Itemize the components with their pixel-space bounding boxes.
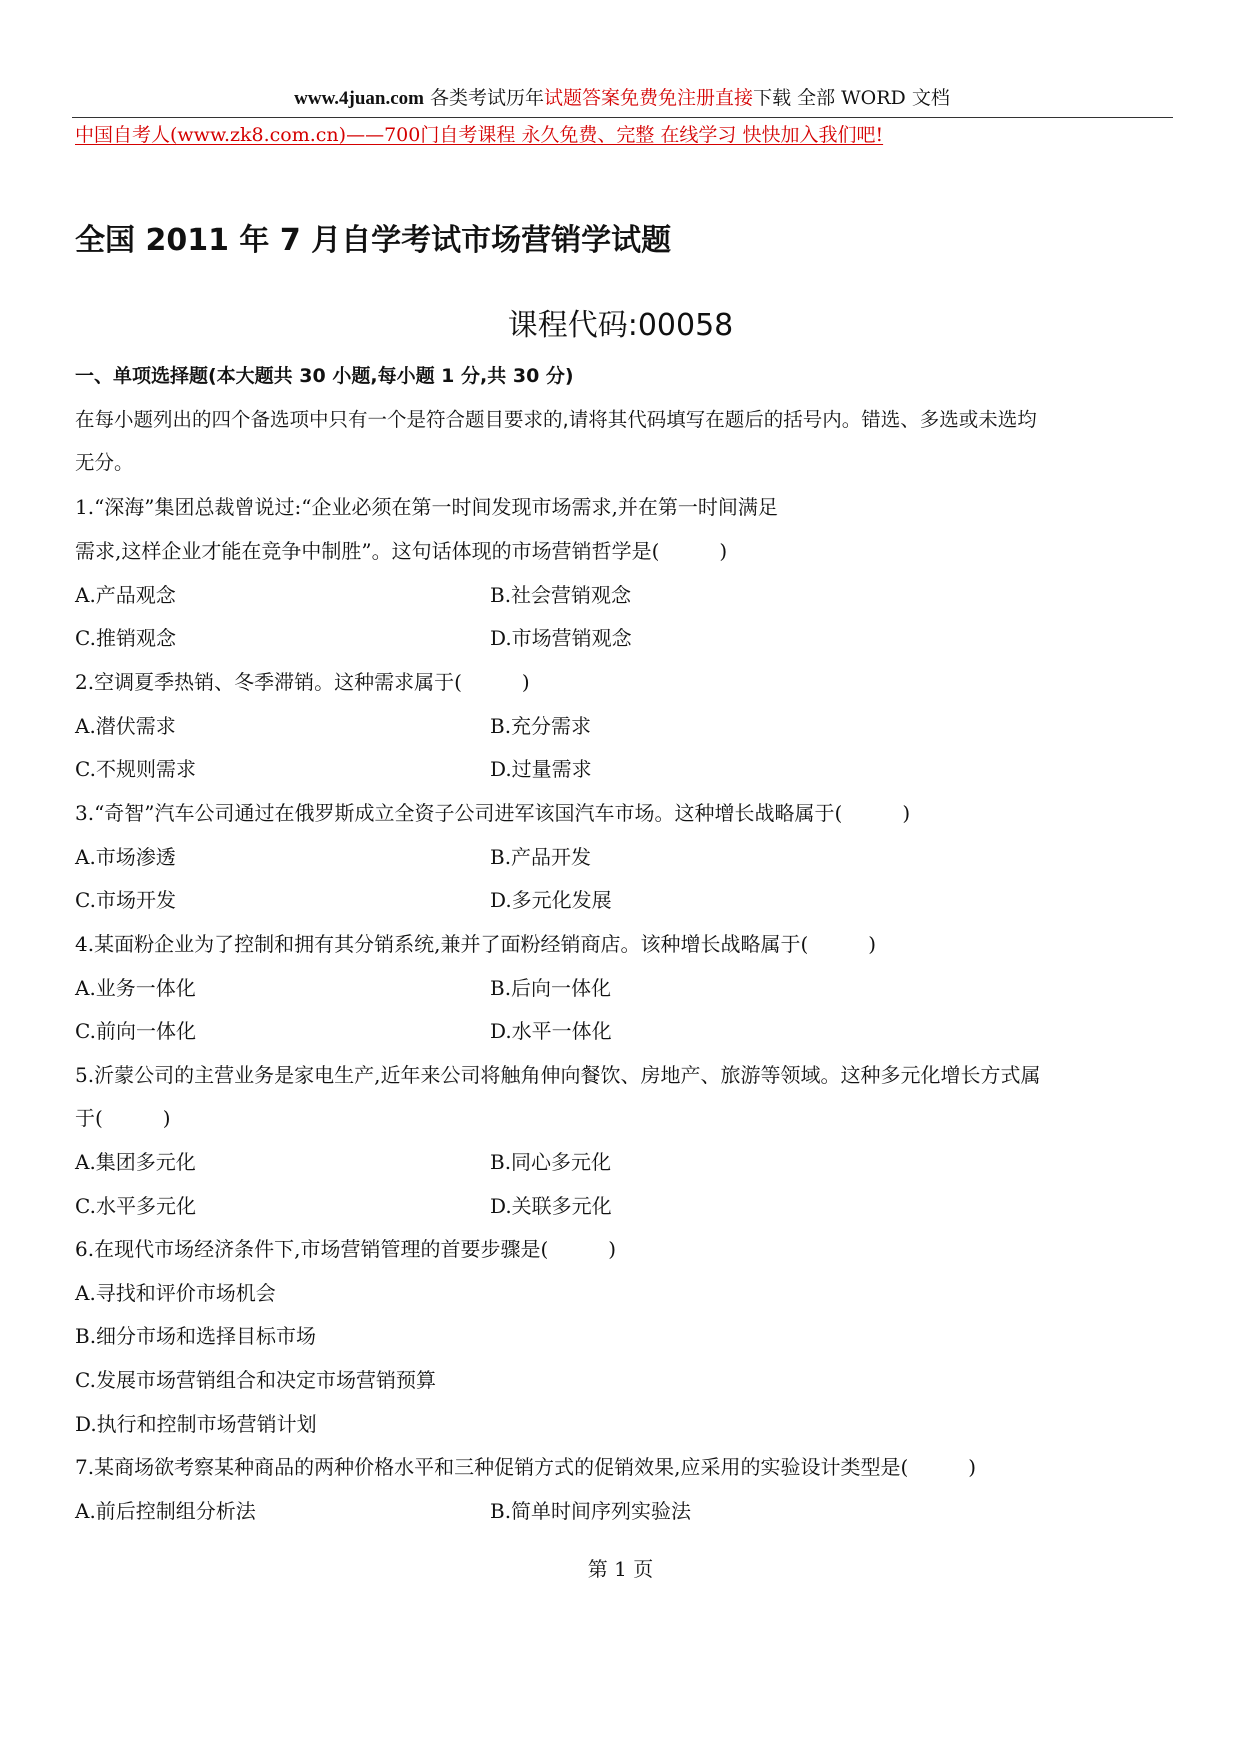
- header-text-red: 试题答案免费免注册直接: [544, 87, 754, 109]
- question-stem: 7.某商场欲考察某种商品的两种价格水平和三种促销方式的促销效果,应采用的实验设计类型是( ): [75, 1455, 977, 1479]
- question-stem: 4.某面粉企业为了控制和拥有其分销系统,兼并了面粉经销商店。该种增长战略属于( ): [75, 932, 877, 956]
- option-c: C.前向一体化: [75, 1019, 196, 1043]
- option-b: B.同心多元化: [490, 1150, 612, 1174]
- option-d: D.多元化发展: [490, 888, 612, 912]
- question-stem: 3.“奇智”汽车公司通过在俄罗斯成立全资子公司进军该国汽车市场。这种增长战略属于( ): [75, 801, 911, 825]
- option-b: B.后向一体化: [490, 976, 612, 1000]
- option-d: D.水平一体化: [490, 1019, 612, 1043]
- header-text-before: 各类考试历年: [424, 87, 545, 109]
- option-a: A.市场渗透: [75, 845, 176, 869]
- section-heading: 一、单项选择题(本大题共 30 小题,每小题 1 分,共 30 分): [75, 365, 574, 387]
- question-stem-cont: 需求,这样企业才能在竞争中制胜”。这句话体现的市场营销哲学是( ): [75, 539, 728, 563]
- option-d: D.执行和控制市场营销计划: [75, 1412, 317, 1436]
- site-header: [72, 86, 1172, 111]
- option-c: C.推销观念: [75, 626, 176, 650]
- promo-link[interactable]: 中国自考人(www.zk8.com.cn)——700门自考课程 永久免费、完整 在线学习 快快加入我们吧!: [75, 124, 884, 146]
- option-a: A.前后控制组分析法: [75, 1499, 256, 1523]
- option-a: A.产品观念: [75, 583, 176, 607]
- header-divider: [72, 117, 1173, 118]
- section-instruction-cont: 无分。: [75, 451, 134, 474]
- option-a: A.潜伏需求: [75, 714, 176, 738]
- option-c: C.市场开发: [75, 888, 176, 912]
- section-instruction: 在每小题列出的四个备选项中只有一个是符合题目要求的,请将其代码填写在题后的括号内。错选、多选或未选均: [75, 408, 1037, 431]
- option-c: C.水平多元化: [75, 1194, 196, 1218]
- page-number: 第 1 页: [587, 1557, 654, 1581]
- option-c: C.不规则需求: [75, 757, 196, 781]
- option-d: D.市场营销观念: [490, 626, 632, 650]
- option-b: B.产品开发: [490, 845, 592, 869]
- option-c: C.发展市场营销组合和决定市场营销预算: [75, 1368, 436, 1392]
- question-stem: 5.沂蒙公司的主营业务是家电生产,近年来公司将触角伸向餐饮、房地产、旅游等领域。这种多元化增长方式属: [75, 1063, 1041, 1087]
- question-stem: 1.“深海”集团总裁曾说过:“企业必须在第一时间发现市场需求,并在第一时间满足: [75, 495, 778, 519]
- option-a: A.寻找和评价市场机会: [75, 1281, 276, 1305]
- option-b: B.社会营销观念: [490, 583, 632, 607]
- option-b: B.细分市场和选择目标市场: [75, 1324, 317, 1348]
- option-b: B.充分需求: [490, 714, 592, 738]
- question-stem-cont: 于( ): [75, 1106, 171, 1130]
- question-stem: 6.在现代市场经济条件下,市场营销管理的首要步骤是( ): [75, 1237, 617, 1261]
- exam-title: 全国 2011 年 7 月自学考试市场营销学试题: [75, 223, 672, 258]
- option-a: A.集团多元化: [75, 1150, 196, 1174]
- option-a: A.业务一体化: [75, 976, 196, 1000]
- header-text-after: 下载 全部 WORD 文档: [753, 87, 950, 109]
- option-d: D.过量需求: [490, 757, 592, 781]
- site-link[interactable]: www.4juan.com: [294, 88, 424, 109]
- question-stem: 2.空调夏季热销、冬季滞销。这种需求属于( ): [75, 670, 530, 694]
- option-b: B.简单时间序列实验法: [490, 1499, 692, 1523]
- option-d: D.关联多元化: [490, 1194, 612, 1218]
- course-code: 课程代码:00058: [507, 308, 734, 343]
